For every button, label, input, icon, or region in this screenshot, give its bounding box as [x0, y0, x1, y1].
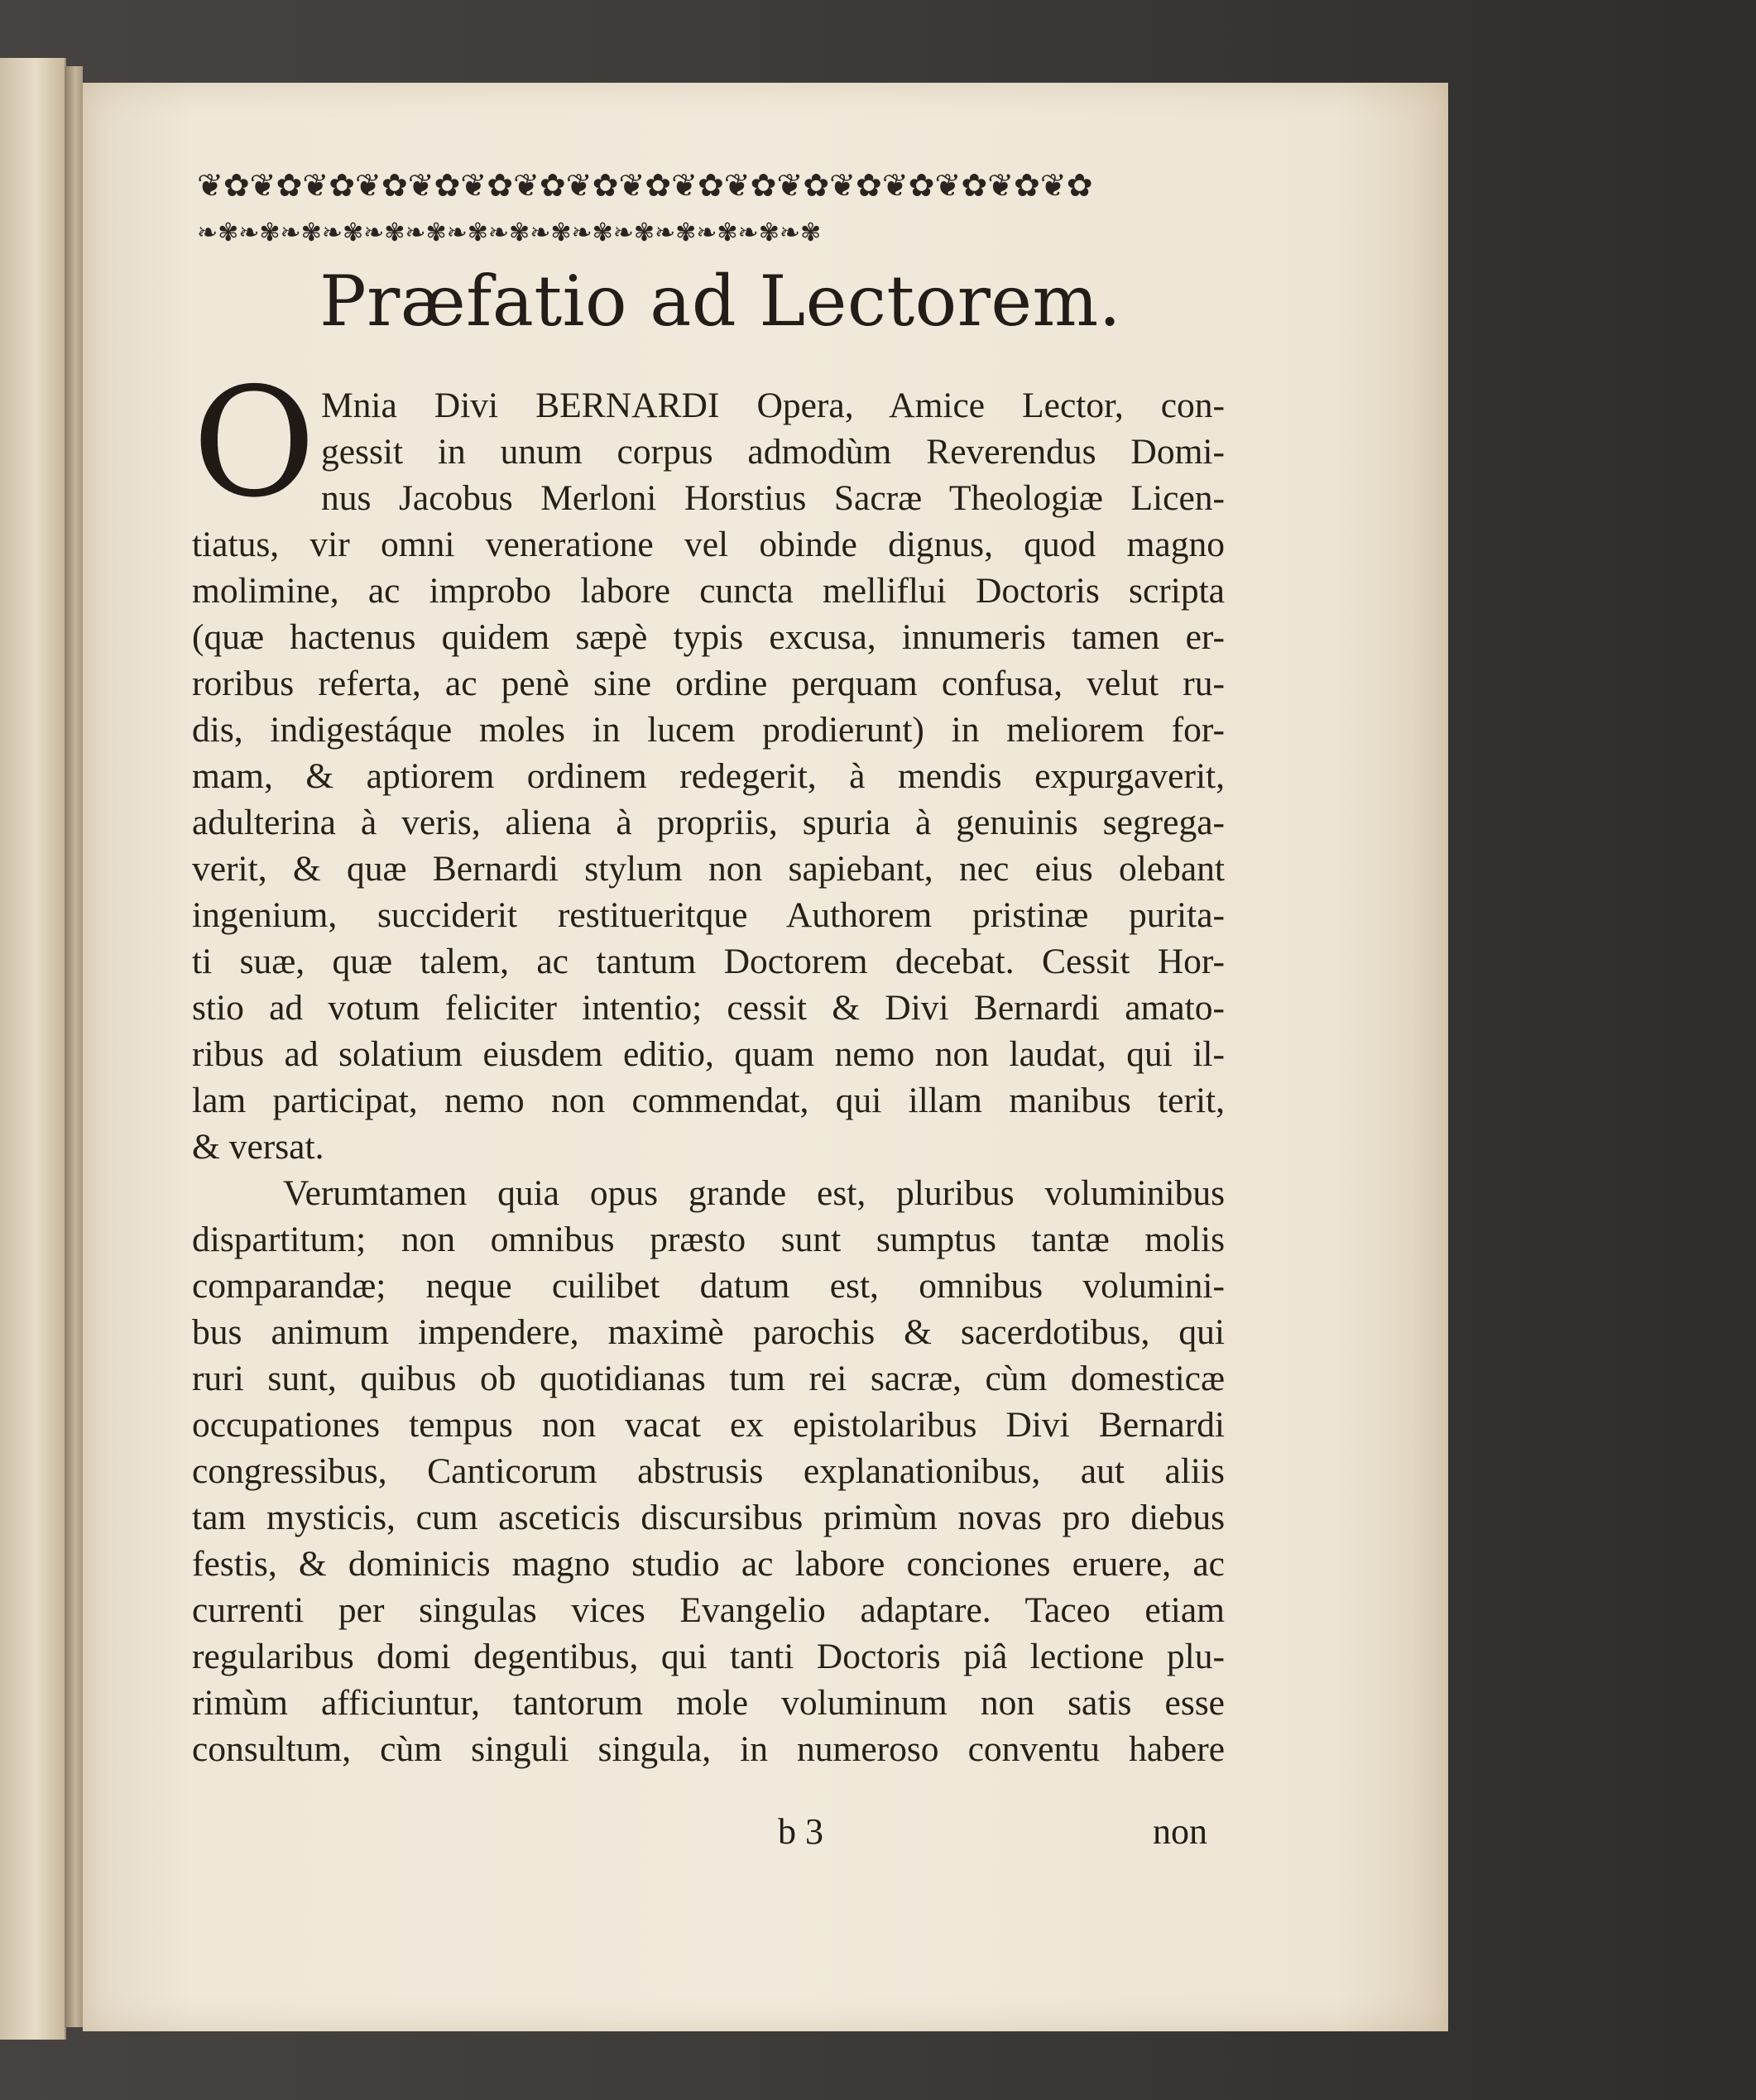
- text-line: dis, indigestáque moles in lucem prodierunt) in meliorem for-: [192, 710, 1225, 750]
- text-line: gessit in unum corpus admodùm Reverendus Domi-: [321, 432, 1225, 472]
- text-line: adulterina à veris, aliena à propriis, spuria à genuinis segrega-: [192, 803, 1225, 842]
- facing-page-edge: [0, 58, 66, 2040]
- text-line: nus Jacobus Merloni Horstius Sacræ Theologiæ Licen-: [321, 478, 1225, 518]
- text-line: ti suæ, quæ talem, ac tantum Doctorem decebat. Cessit Hor-: [192, 942, 1225, 981]
- text-line: lam participat, nemo non commendat, qui illam manibus terit,: [192, 1081, 1225, 1120]
- text-line: ribus ad solatium eiusdem editio, quam nemo non laudat, qui il-: [192, 1034, 1225, 1074]
- page-title: Præfatio ad Lectorem.: [319, 261, 1121, 342]
- text-line: stio ad votum feliciter intentio; cessit & Divi Bernardi amato-: [192, 988, 1225, 1028]
- text-line: dispartitum; non omnibus præsto sunt sumptus tantæ molis: [192, 1220, 1225, 1259]
- text-line: rimùm afficiuntur, tantorum mole voluminum non satis esse: [192, 1683, 1225, 1723]
- headpiece-ornament: [197, 170, 1235, 246]
- text-line: ingenium, succiderit restitueritque Authorem pristinæ purita-: [192, 895, 1225, 935]
- signature-mark: b 3: [778, 1811, 823, 1852]
- text-line: mam, & aptiorem ordinem redegerit, à mendis expurgaverit,: [192, 756, 1225, 796]
- text-line: ruri sunt, quibus ob quotidianas tum rei sacræ, cùm domesticæ: [192, 1359, 1225, 1398]
- text-line: currenti per singulas vices Evangelio adaptare. Taceo etiam: [192, 1590, 1225, 1630]
- text-line: consultum, cùm singuli singula, in numeroso conventu habere: [192, 1729, 1225, 1769]
- text-line: roribus referta, ac penè sine ordine perquam confusa, velut ru-: [192, 664, 1225, 703]
- catchword: non: [1153, 1811, 1207, 1852]
- text-line: congressibus, Canticorum abstrusis explanationibus, aut aliis: [192, 1451, 1225, 1491]
- text-line: Verumtamen quia opus grande est, pluribus voluminibus: [283, 1173, 1225, 1213]
- text-line: festis, & dominicis magno studio ac labore conciones eruere, ac: [192, 1544, 1225, 1584]
- ornament-top-row: ❦✿❦✿❦✿❦✿❦✿❦✿❦✿❦✿❦✿❦✿❦✿❦✿❦✿❦✿❦✿❦✿❦✿: [197, 170, 1093, 201]
- text-line: comparandæ; neque cuilibet datum est, omnibus volumini-: [192, 1266, 1225, 1306]
- text-line: Mnia Divi BERNARDI Opera, Amice Lector, con-: [321, 386, 1225, 425]
- text-line: (quæ hactenus quidem sæpè typis excusa, innumeris tamen er-: [192, 617, 1225, 657]
- text-line: bus animum impendere, maximè parochis & sacerdotibus, qui: [192, 1312, 1225, 1352]
- text-line: & versat.: [192, 1127, 324, 1167]
- text-line: tam mysticis, cum asceticis discursibus primùm novas pro diebus: [192, 1498, 1225, 1537]
- ornament-bottom-row: ❧✾❧✾❧✾❧✾❧✾❧✾❧✾❧✾❧✾❧✾❧✾❧✾❧✾❧✾❧✾: [197, 221, 822, 246]
- text-line: regularibus domi degentibus, qui tanti Doctoris piâ lectione plu-: [192, 1637, 1225, 1676]
- drop-cap: O: [192, 355, 316, 530]
- text-line: verit, & quæ Bernardi stylum non sapiebant, nec eius olebant: [192, 849, 1225, 889]
- text-line: tiatus, vir omni veneratione vel obinde dignus, quod magno: [192, 525, 1225, 564]
- book-gutter: [65, 66, 83, 2027]
- text-line: occupationes tempus non vacat ex epistolaribus Divi Bernardi: [192, 1405, 1225, 1445]
- text-line: molimine, ac improbo labore cuncta melliflui Doctoris scripta: [192, 571, 1225, 611]
